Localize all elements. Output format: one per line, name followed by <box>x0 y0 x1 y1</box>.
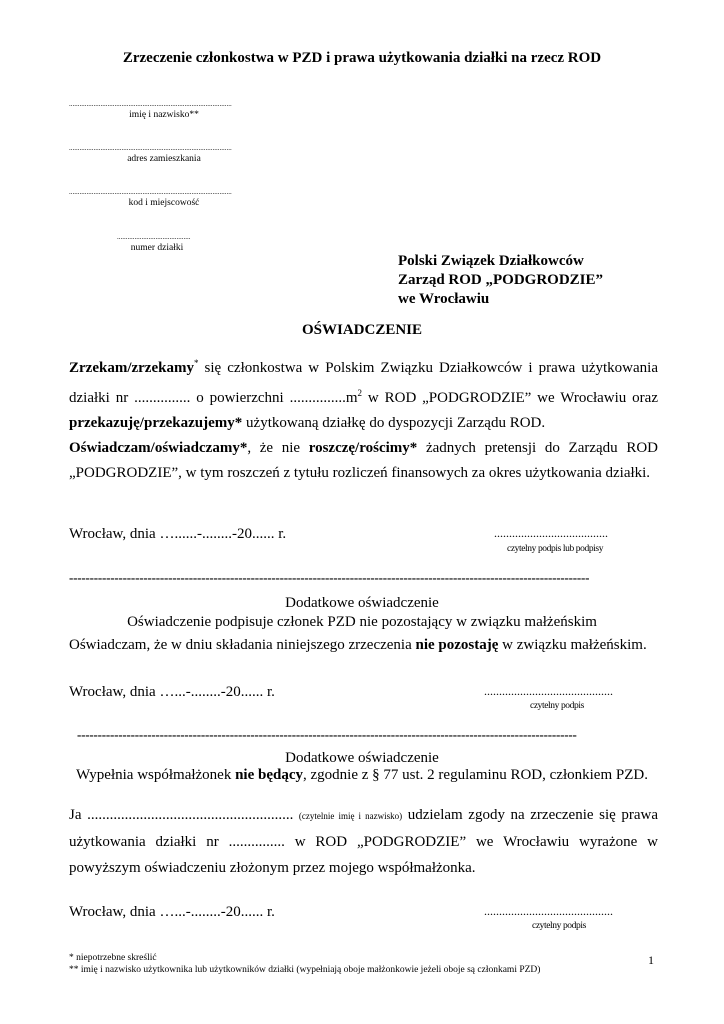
claims-bold: roszczę/rościmy* <box>308 440 418 456</box>
plot-label: numer działki <box>130 243 184 253</box>
date-line-2[interactable]: Wrocław, dnia …...-........-20...... r. <box>69 684 275 700</box>
declare-text-2: żadnych pretensji do Zarządu ROD „PODGRODZIE”, w tym roszczeń z tytułu rozliczeń finansowych za okres użytkowania działki. <box>69 440 658 481</box>
section3-sub-bold: nie będący <box>235 767 304 783</box>
declare-bold: Oświadczam/oświadczamy* <box>69 440 248 456</box>
name-dots[interactable]: ............................................................................................. <box>69 100 232 108</box>
page-number: 1 <box>648 953 654 967</box>
footnote-2: ** imię i nazwisko użytkownika lub użytkowników działki (wypełniają oboje małżonkowie jeżeli oboje są członkami PZD) <box>69 965 541 975</box>
recipient-line-3: we Wrocławiu <box>398 291 490 307</box>
consent-start: Ja ....................................................... <box>69 807 299 823</box>
resign-sup: * <box>193 358 199 368</box>
statement-heading: OŚWIADCZENIE <box>301 322 423 338</box>
consent-rest: udzielam zgody na zrzeczenie się prawa użytkowania działki nr ............... w ROD „PODGRODZIE” we Wrocławiu wyrażone w powyższym oświadczeniu złożonym przez mojego współmałżonka. <box>69 807 658 876</box>
resign-text-1: się członkostwa w Polskim Związku Działkowców i prawa użytkowania działki nr ............... o powierzchni ...............m <box>69 360 658 406</box>
section3-sub-2: , zgodnie z § 77 ust. 2 regulaminu ROD, członkiem PZD. <box>303 767 648 783</box>
footnotes <box>69 952 540 976</box>
signature-caption-2: czytelny podpis <box>530 701 584 711</box>
name-label: imię i nazwisko** <box>129 110 199 120</box>
recipient-line-1: Polski Związek Działkowców <box>398 253 584 269</box>
resign-text-2: w ROD „PODGRODZIE” we Wrocławiu oraz <box>362 390 658 406</box>
separator-1: ------------------------------------------------------------------------------------------------------------------------------ <box>69 570 590 585</box>
resign-bold: Zrzekam/zrzekamy <box>69 360 194 376</box>
postal-dots[interactable]: ............................................................................................. <box>69 188 232 196</box>
signature-caption-1: czytelny podpis lub podpisy <box>507 544 604 554</box>
area-unit-sup: 2 <box>357 388 363 398</box>
declare-text-1: , że nie <box>247 440 309 456</box>
section2-title: Dodatkowe oświadczenie <box>285 595 439 611</box>
section2-statement <box>69 637 647 654</box>
footnote-1: * niepotrzebne skreślić <box>69 953 157 963</box>
address-label: adres zamieszkania <box>127 154 201 164</box>
section2-text-2: w związku małżeńskim. <box>498 637 647 653</box>
plot-dots[interactable]: .......................................... <box>117 233 191 241</box>
signature-dots-3[interactable]: ........................................... <box>484 904 613 918</box>
transfer-bold: przekazuję/przekazujemy* <box>69 415 243 431</box>
section2-text-1: Oświadczam, że w dniu składania niniejszego zrzeczenia <box>69 637 416 653</box>
date-line-3[interactable]: Wrocław, dnia …...-........-20...... r. <box>69 904 275 920</box>
no-claims-paragraph <box>69 436 658 486</box>
section2-bold: nie pozostaję <box>415 637 499 653</box>
consent-small-caption: (czytelnie imię i nazwisko) <box>298 811 403 821</box>
section3-title: Dodatkowe oświadczenie <box>285 750 439 766</box>
separator-2: ------------------------------------------------------------------------------------------------------------------------- <box>77 727 577 742</box>
recipient-block <box>398 252 603 309</box>
signature-caption-3: czytelny podpis <box>532 921 586 931</box>
signature-dots-2[interactable]: ........................................... <box>484 684 613 698</box>
spouse-consent-paragraph <box>69 802 658 881</box>
postal-label: kod i miejscowość <box>128 198 200 208</box>
address-dots[interactable]: ............................................................................................. <box>69 144 232 152</box>
document-title: Zrzeczenie członkostwa w PZD i prawa użytkowania działki na rzecz ROD <box>122 50 602 66</box>
resignation-paragraph <box>69 351 658 436</box>
section3-sub-1: Wypełnia współmałżonek <box>76 767 236 783</box>
section3-subtitle <box>0 766 724 785</box>
section2-subtitle: Oświadczenie podpisuje członek PZD nie pozostający w związku małżeńskim <box>127 614 597 630</box>
resign-text-3: użytkowaną działkę do dyspozycji Zarządu ROD. <box>242 415 546 431</box>
recipient-line-2: Zarząd ROD „PODGRODZIE” <box>398 272 604 288</box>
date-line-1[interactable]: Wrocław, dnia …......-........-20...... r. <box>69 526 287 542</box>
signature-dots-1[interactable]: ...................................... <box>494 526 608 540</box>
